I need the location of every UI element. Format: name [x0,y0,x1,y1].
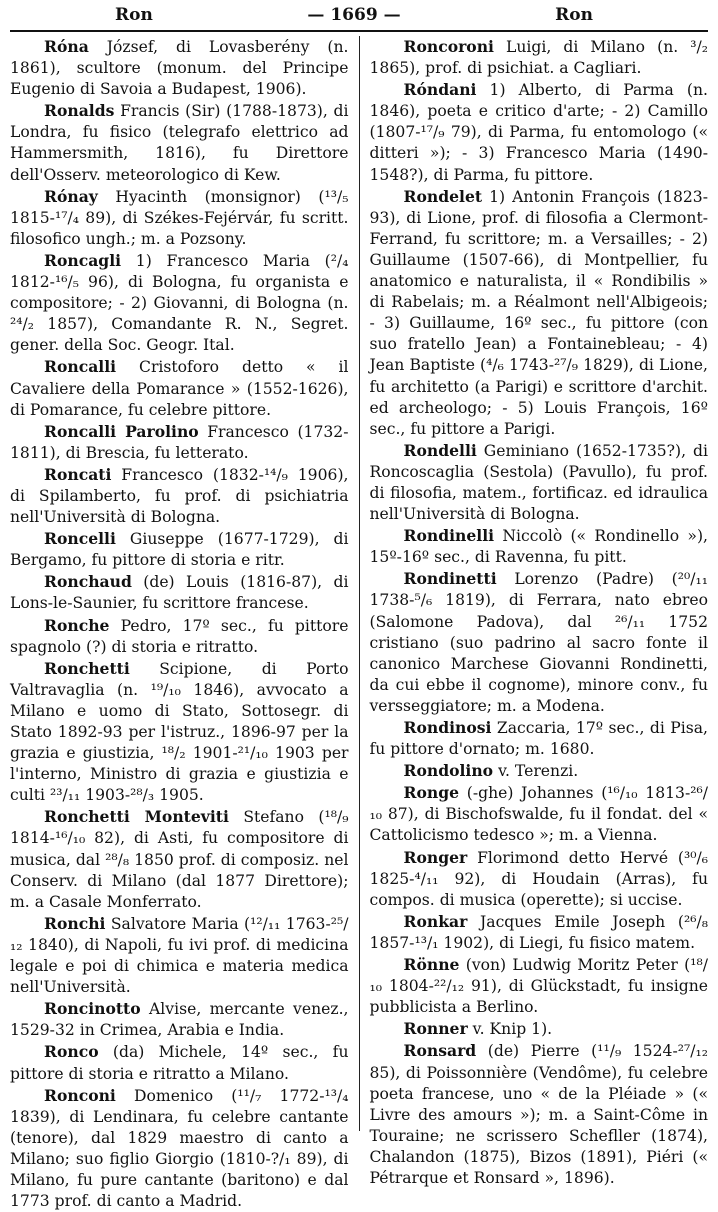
entry-headword: Ronsard [403,1041,477,1061]
entry-headword: Ronchetti Monteviti [44,807,229,827]
entry-headword: Rondolino [403,761,494,781]
entry-headword: Roncalli [44,357,117,377]
dictionary-entry [370,568,709,717]
entry-text: (-ghe) Johannes (¹⁶/₁₀ 1813-²⁶/₁₀ 87), di Bischofswalde, fu il fondat. del « Cattolicismo tedesco »; m. a Vienna. [369,784,708,845]
entry-headword: Ronner [403,1019,468,1039]
entry-headword: Róna [44,37,89,56]
entry-headword: Rondinetti [403,569,497,589]
dictionary-entry [10,1041,349,1084]
entry-text: Scipione, di Porto Valtravaglia (n. ¹⁹/₁₀ 1846), avvocato a Milano e uomo di Stato, Sottosegr. di Stato 1892-93 per l'istruz., 1896-97 per la grazia e giustizia, ¹⁸/₂ 1901-²¹/₁₀ 1903 per l'interno, Ministro di grazia e giustizia e culti ²³/₁₁ 1903-²⁸/₃ 1905. [10,659,349,805]
entry-headword: Roncagli [44,250,122,270]
entry-headword: Rónay [44,186,98,206]
entry-text: v. Terenzi. [498,762,579,781]
dictionary-entry [10,464,349,528]
entry-headword: Ronchaud [44,572,132,592]
dictionary-entry [10,528,349,571]
dictionary-entry [370,440,709,525]
entry-text: Francis (Sir) (1788-1873), di Londra, fu fisico (telegrafo elettrico ad Hammersmith, 1816), fu Direttore dell'Osserv. meteorologico di Kew. [10,102,349,184]
dictionary-entry [10,186,349,250]
dictionary-entry [370,525,709,568]
entry-text: (de) Louis (1816-87), di Lons-le-Saunier, fu scrittore francese. [10,573,349,613]
entry-headword: Ronche [44,615,110,635]
dictionary-entry [10,1085,349,1212]
entry-text: Francesco (1832-¹⁴/₉ 1906), di Spilamberto, fu prof. di psichiatria nell'Università di Bologna. [10,465,349,527]
entry-headword: Rönne [403,955,460,975]
dictionary-entry [370,760,709,782]
entry-text: Geminiano (1652-1735?), di Roncoscaglia (Sestola) (Pavullo), fu prof. di filosofia, matem., fortificaz. ed idraulica nell'Università di Bologna. [369,441,708,524]
page-number: — 1669 — [307,5,401,25]
dictionary-entry [370,186,709,440]
entry-headword: Roncoroni [403,37,494,56]
entry-headword: Ronconi [44,1085,116,1105]
entry-headword: Roncinotto [44,999,141,1019]
entry-text: Niccolò (« Rondinello »), 15º-16º sec., di Ravenna, fu pitt. [369,527,708,567]
entry-headword: Ronchetti [44,658,130,678]
entry-headword: Ronalds [44,101,115,121]
entry-text: Cristoforo detto « il Cavaliere della Pomarance » (1552-1626), di Pomarance, fu celebre pittore. [10,358,349,419]
dictionary-entry [370,79,709,185]
entry-text: v. Knip 1). [472,1020,553,1039]
entry-text: (de) Pierre (¹¹/₉ 1524-²⁷/₁₂ 85), di Poissonnière (Vendôme), fu celebre poeta francese, uno « de la Pléiade » (« Livre des amours »); m. a Saint-Côme in Touraine; ne scrissero Schefller (1874), Chalandon (1875), Bizos (1891), Piéri (« Pétrarque et Ronsard », 1896). [369,1042,708,1187]
dictionary-entry [10,250,349,356]
entry-text: Pedro, 17º sec., fu pittore spagnolo (?) di storia e ritratto. [10,616,349,656]
page-header [10,0,708,32]
text-columns [10,36,708,1211]
entry-headword: Ronger [403,847,468,867]
entry-text: Jacques Emile Joseph (²⁶/₈ 1857-¹³/₁ 1902), di Liegi, fu fisico matem. [369,912,708,952]
dictionary-entry [10,913,349,998]
entry-headword: Rondelet [403,186,483,206]
entry-text: József, di Lovasberény (n. 1861), scultore (monum. del Principe Eugenio di Savoia a Budapest, 1906). [10,38,349,99]
entry-text: 1) Alberto, di Parma (n. 1846), poeta e critico d'arte; - 2) Camillo (1807-¹⁷/₉ 79), di Parma, fu entomologo (« ditteri »); - 3) Francesco Maria (1490-1548?), di Parma, fu pittore. [369,81,708,184]
entry-text: Stefano (¹⁸/₉ 1814-¹⁶/₁₀ 82), di Asti, fu compositore di musica, dal ²⁸/₈ 1850 prof. di composiz. nel Conserv. di Milano (dal 1877 Direttore); m. a Casale Monferrato. [10,808,349,911]
dictionary-entry [10,658,349,807]
right-column [360,36,709,1187]
entry-text: Salvatore Maria (¹²/₁₁ 1763-²⁵/₁₂ 1840), di Napoli, fu ivi prof. di medicina legale e poi di chimica e materia medica nell'Università. [10,914,349,997]
dictionary-entry [10,615,349,658]
dictionary-entry [370,36,709,79]
entry-headword: Rondelli [403,440,477,460]
entry-headword: Rondinelli [403,526,495,546]
entry-headword: Roncalli Parolino [44,421,199,441]
entry-headword: Ronkar [403,911,468,931]
left-column [10,36,359,1211]
entry-headword: Ronge [403,783,460,803]
entry-headword: Rondinosi [403,718,492,737]
dictionary-entry [370,911,709,954]
header-left-word: Ron [115,5,153,25]
entry-text: 1) Antonin François (1823-93), di Lione, prof. di filosofia a Clermont-Ferrand, fu scrittore; m. a Versailles; - 2) Guillaume (1507-66), di Montpellier, fu anatomico e naturalista, il « Rondibilis » di Rabelais; m. a Réalmont nell'Albigeois; - 3) Guillaume, 16º sec., fu pittore (con suo fratello Jean) a Fontainebleau; - 4) Jean Baptiste (⁴/₆ 1743-²⁷/₉ 1829), di Lione, fu architetto (a Parigi) e scrittore d'archit. ed archeologo; - 5) Louis François, 16º sec., fu pittore a Parigi. [369,187,708,438]
entry-text: Zaccaria, 17º sec., di Pisa, fu pittore d'ornato; m. 1680. [369,719,708,759]
dictionary-entry [10,571,349,614]
dictionary-entry [10,356,349,420]
entry-text: (da) Michele, 14º sec., fu pittore di storia e ritratto a Milano. [10,1043,349,1083]
dictionary-entry [370,847,709,911]
entry-headword: Ronco [44,1042,99,1062]
dictionary-entry [10,806,349,912]
header-right-word: Ron [555,5,593,25]
entry-text: (von) Ludwig Moritz Peter (¹⁸/₁₀ 1804-²²/₁₂ 91), di Glückstadt, fu insigne pubblicista a Berlino. [369,956,708,1017]
dictionary-entry [10,100,349,185]
dictionary-entry [10,36,349,100]
entry-headword: Roncelli [44,529,116,549]
dictionary-entry [370,1040,709,1189]
entry-text: Domenico (¹¹/₇ 1772-¹³/₄ 1839), di Lendinara, fu celebre cantante (tenore), dal 1829 maestro di canto a Milano; suo figlio Giorgio (1810-?/₁ 89), di Milano, fu pure cantante (baritono) e dal 1773 prof. di canto a Madrid. [10,1086,349,1211]
entry-text: 1) Francesco Maria (²/₄ 1812-¹⁶/₅ 96), di Bologna, fu organista e compositore; - 2) Giovanni, di Bologna (n. ²⁴/₂ 1857), Comandante R. N., Segret. gener. della Soc. Geogr. Ital. [10,251,349,355]
entry-text: Francesco (1732-1811), di Brescia, fu letterato. [10,422,349,462]
dictionary-entry [370,782,709,846]
entry-headword: Ronchi [44,913,106,933]
entry-headword: Roncati [44,464,112,484]
dictionary-entry [10,421,349,464]
dictionary-entry [370,1018,709,1040]
entry-headword: Róndani [403,80,477,100]
dictionary-entry [370,717,709,760]
entry-text: Lorenzo (Padre) (²⁰/₁₁ 1738-⁵/₆ 1819), di Ferrara, nato ebreo (Salomone Padova), dal ²⁶/₁₁ 1752 cristiano (suo padrino al sacro fonte il canonico Marchese Giovanni Rondinetti, da cui ebbe il cognome), minore conv., fu versseggiatore; m. a Modena. [369,570,708,715]
entry-text: Luigi, di Milano (n. ³/₂ 1865), prof. di psichiat. a Cagliari. [369,38,708,78]
dictionary-entry [10,998,349,1041]
entry-text: Alvise, mercante venez., 1529-32 in Crimea, Arabia e India. [10,1000,349,1040]
dictionary-entry [370,954,709,1018]
entry-text: Hyacinth (monsignor) (¹³/₅ 1815-¹⁷/₄ 89), di Székes-Fejérvár, fu scritt. filosofico ungh.; m. a Pozsony. [10,187,349,248]
entry-text: Florimond detto Hervé (³⁰/₆ 1825-⁴/₁₁ 92), di Houdain (Arras), fu compos. di musica (operette); si uccise. [369,848,708,909]
entry-text: Giuseppe (1677-1729), di Bergamo, fu pittore di storia e ritr. [10,530,349,570]
